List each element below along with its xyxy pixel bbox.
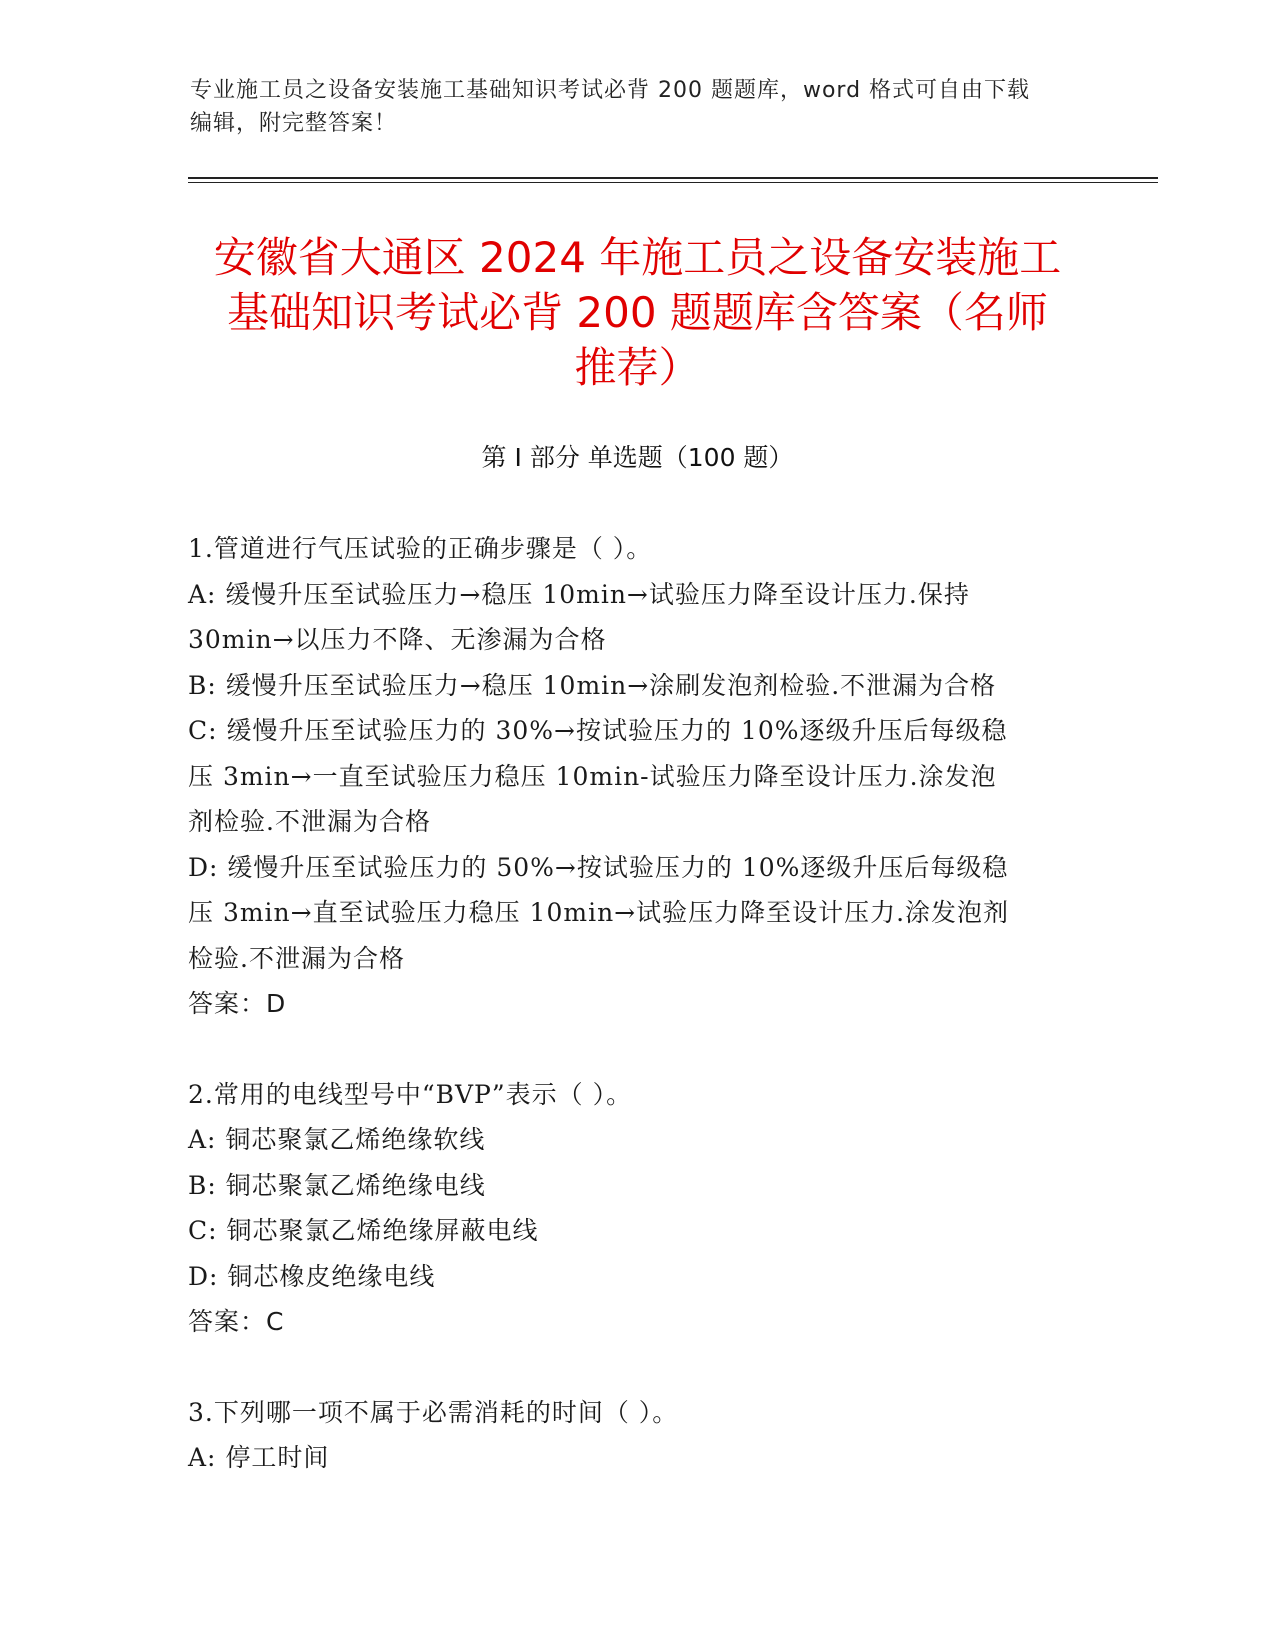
header-divider-thin [188, 182, 1158, 183]
question-option-line: D: 缓慢升压至试验压力的 50%→按试验压力的 10%逐级升压后每级稳 [188, 852, 1009, 882]
header-note-line-2: 编辑，附完整答案！ [190, 111, 398, 136]
question-list [188, 526, 1093, 1526]
question-answer: 答案：D [188, 989, 287, 1018]
question-option-line: 剂检验.不泄漏为合格 [188, 807, 431, 836]
question-option-line: 30min→以压力不降、无渗漏为合格 [188, 625, 607, 654]
question-answer: 答案：C [188, 1307, 285, 1336]
question-option-line: C: 铜芯聚氯乙烯绝缘屏蔽电线 [188, 1216, 539, 1245]
question-item [188, 526, 1093, 1027]
question-stem: 3.下列哪一项不属于必需消耗的时间（ ）。 [188, 1397, 679, 1427]
header-note [190, 74, 1090, 140]
question-option-line: B: 铜芯聚氯乙烯绝缘电线 [188, 1170, 486, 1200]
question-option-line: 检验.不泄漏为合格 [188, 943, 405, 973]
question-option-line: 压 3min→一直至试验压力稳压 10min-试验压力降至设计压力.涂发泡 [188, 761, 997, 791]
question-option-line: B: 缓慢升压至试验压力→稳压 10min→涂刷发泡剂检验.不泄漏为合格 [188, 670, 997, 700]
document-title-line-3: 推荐） [574, 343, 701, 392]
header-note-line-1: 专业施工员之设备安装施工基础知识考试必背 200 题题库，word 格式可自由下载 [190, 78, 1031, 103]
document-title-line-1: 安徽省大通区 2024 年施工员之设备安装施工 [213, 233, 1062, 282]
question-option-line: A: 停工时间 [188, 1443, 330, 1472]
question-option-line: 压 3min→直至试验压力稳压 10min→试验压力降至设计压力.涂发泡剂 [188, 898, 1010, 927]
question-item [188, 1390, 1093, 1481]
question-option-line: D: 铜芯橡皮绝缘电线 [188, 1261, 436, 1291]
question-option-line: A: 缓慢升压至试验压力→稳压 10min→试验压力降至设计压力.保持 [188, 579, 970, 609]
document-title-line-2: 基础知识考试必背 200 题题库含答案（名师 [227, 288, 1048, 337]
question-stem: 1.管道进行气压试验的正确步骤是（ ）。 [188, 534, 653, 563]
question-stem: 2.常用的电线型号中“BVP”表示（ ）。 [188, 1079, 633, 1109]
document-title [170, 230, 1105, 395]
question-option-line: C: 缓慢升压至试验压力的 30%→按试验压力的 10%逐级升压后每级稳 [188, 716, 1008, 745]
question-item [188, 1072, 1093, 1345]
section-heading: 第 I 部分 单选题（100 题） [481, 443, 794, 472]
question-option-line: A: 铜芯聚氯乙烯绝缘软线 [188, 1125, 486, 1154]
header-divider-thick [188, 177, 1158, 179]
